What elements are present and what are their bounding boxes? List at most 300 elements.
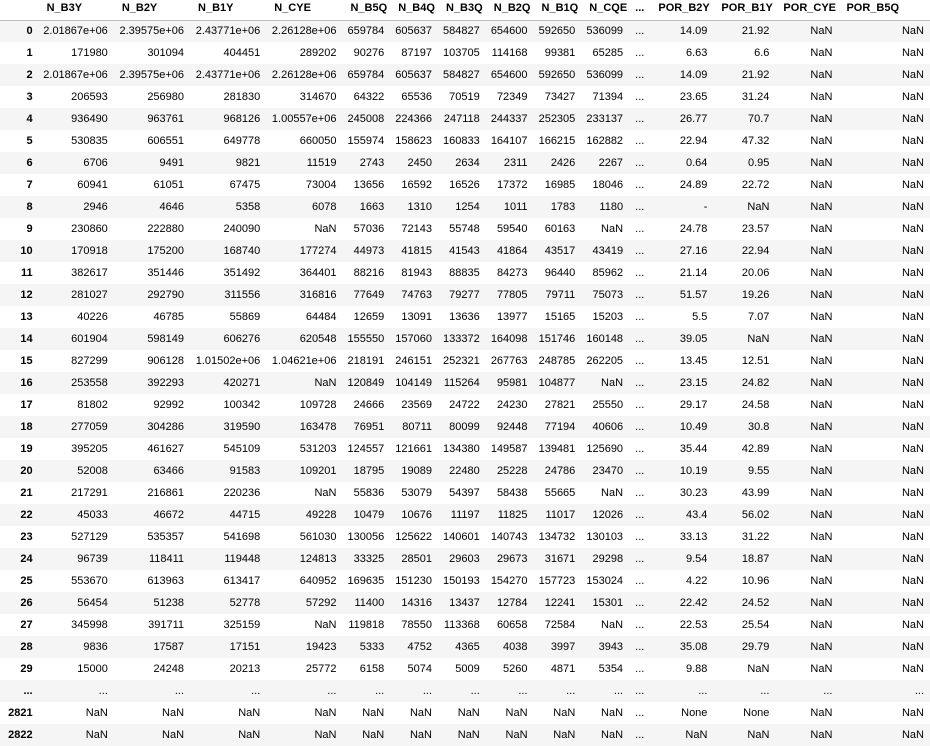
- row-index: 18: [20, 421, 33, 433]
- table-cell: 104877: [538, 377, 576, 389]
- table-cell: ...: [635, 333, 645, 345]
- table-cell: 42.89: [741, 443, 770, 455]
- table-cell: 11825: [497, 509, 528, 521]
- table-cell: 5.5: [692, 311, 708, 323]
- table-cell: 133372: [443, 333, 480, 345]
- table-cell: 1254: [455, 201, 480, 213]
- table-cell: ...: [635, 91, 645, 103]
- table-cell: 60658: [496, 619, 528, 631]
- table-cell: 119448: [224, 553, 261, 565]
- table-row: [0, 130, 930, 152]
- table-cell: NaN: [810, 729, 833, 741]
- table-row: [0, 636, 930, 658]
- table-cell: 351492: [223, 267, 261, 279]
- table-row: [0, 614, 930, 636]
- table-cell: NaN: [810, 333, 833, 345]
- row-index: 10: [20, 245, 33, 257]
- column-header: POR_B1Y: [713, 0, 775, 20]
- table-cell: 660050: [299, 135, 337, 147]
- table-cell: ...: [635, 311, 645, 323]
- table-cell: 158623: [395, 135, 432, 147]
- table-cell: 5074: [407, 663, 432, 675]
- table-cell: 1310: [407, 201, 432, 213]
- row-index: 1: [26, 47, 33, 59]
- table-cell: ...: [174, 685, 185, 697]
- table-header: [0, 0, 930, 20]
- table-cell: 13437: [449, 597, 480, 609]
- table-cell: 277059: [71, 421, 108, 433]
- table-cell: 20.06: [741, 267, 770, 279]
- table-cell: 154270: [490, 575, 528, 587]
- table-cell: NaN: [810, 179, 833, 191]
- table-cell: NaN: [810, 113, 833, 125]
- table-cell: 15203: [592, 311, 624, 323]
- table-cell: NaN: [901, 47, 924, 59]
- table-cell: 9836: [83, 641, 108, 653]
- table-cell: NaN: [810, 377, 833, 389]
- table-cell: 248785: [538, 355, 576, 367]
- table-cell: 561030: [299, 531, 337, 543]
- table-cell: NaN: [901, 223, 924, 235]
- table-cell: 175200: [147, 245, 185, 257]
- table-cell: 140743: [490, 531, 528, 543]
- table-cell: 230860: [71, 223, 108, 235]
- table-cell: 41864: [496, 245, 528, 257]
- table-cell: ...: [635, 465, 645, 477]
- table-cell: 289202: [299, 47, 337, 59]
- table-cell: NaN: [162, 729, 185, 741]
- table-cell: 40226: [77, 311, 108, 323]
- table-cell: 78550: [401, 619, 432, 631]
- table-cell: 24786: [544, 465, 576, 477]
- table-cell: NaN: [901, 421, 924, 433]
- table-cell: 74763: [401, 289, 432, 301]
- row-index: 11: [20, 267, 33, 279]
- table-cell: 351446: [147, 267, 185, 279]
- table-cell: 220236: [223, 487, 261, 499]
- table-cell: 41815: [401, 245, 432, 257]
- table-cell: ...: [635, 113, 645, 125]
- table-cell: 43.99: [741, 487, 770, 499]
- table-cell: 18795: [353, 465, 385, 477]
- table-cell: NaN: [238, 707, 261, 719]
- table-cell: 177274: [299, 245, 337, 257]
- table-cell: 114168: [491, 47, 528, 59]
- table-cell: 35.44: [679, 443, 708, 455]
- table-cell: 6078: [311, 201, 337, 213]
- row-index: 24: [20, 553, 33, 565]
- table-cell: 15000: [77, 663, 108, 675]
- table-cell: 649778: [223, 135, 261, 147]
- table-cell: NaN: [810, 597, 833, 609]
- table-cell: NaN: [901, 69, 924, 81]
- table-cell: 55665: [544, 487, 576, 499]
- table-cell: 77194: [544, 421, 576, 433]
- table-cell: NaN: [901, 443, 924, 455]
- table-cell: ...: [327, 685, 337, 697]
- table-cell: 96739: [77, 553, 108, 565]
- table-cell: 14.09: [679, 25, 708, 38]
- table-cell: NaN: [810, 553, 833, 565]
- table-cell: NaN: [457, 707, 480, 719]
- table-cell: 25.54: [741, 619, 770, 631]
- table-cell: NaN: [901, 25, 924, 38]
- table-cell: 46672: [153, 509, 185, 521]
- table-cell: 56454: [77, 597, 108, 609]
- table-cell: 9.54: [686, 553, 708, 565]
- table-cell: 262205: [586, 355, 624, 367]
- table-cell: 88835: [449, 267, 480, 279]
- table-cell: NaN: [901, 113, 924, 125]
- table-cell: 461627: [147, 443, 185, 455]
- table-cell: 160148: [586, 333, 624, 345]
- table-cell: 21.92: [741, 69, 770, 81]
- table-cell: 163478: [299, 421, 337, 433]
- table-cell: 16985: [544, 179, 576, 191]
- table-cell: NaN: [810, 201, 833, 213]
- table-cell: NaN: [901, 531, 924, 543]
- table-cell: ...: [98, 685, 108, 697]
- row-index: 20: [20, 465, 33, 477]
- table-cell: 246151: [395, 355, 432, 367]
- table-cell: 56.02: [741, 509, 770, 521]
- table-cell: 130056: [347, 531, 385, 543]
- table-cell: 43419: [592, 245, 624, 257]
- table-cell: 535357: [147, 531, 185, 543]
- table-cell: 659784: [347, 69, 385, 81]
- table-cell: 24722: [449, 399, 480, 411]
- table-cell: NaN: [810, 575, 833, 587]
- row-index: 9: [26, 223, 33, 235]
- table-cell: 150193: [443, 575, 480, 587]
- row-index: 17: [20, 399, 33, 411]
- table-cell: 536099: [586, 25, 624, 38]
- table-cell: 104149: [395, 377, 432, 389]
- table-cell: ...: [613, 685, 624, 697]
- row-index: 2: [26, 69, 33, 81]
- table-cell: 77805: [496, 289, 528, 301]
- table-cell: 605637: [395, 25, 432, 38]
- table-cell: NaN: [314, 487, 337, 499]
- table-cell: NaN: [901, 619, 924, 631]
- table-cell: 130103: [586, 531, 624, 543]
- table-cell: NaN: [810, 421, 833, 433]
- table-cell: 57292: [305, 597, 337, 609]
- table-cell: NaN: [810, 47, 833, 59]
- table-cell: NaN: [314, 729, 337, 741]
- table-cell: 13977: [496, 311, 528, 323]
- table-cell: NaN: [810, 223, 833, 235]
- table-cell: NaN: [457, 729, 480, 741]
- table-cell: 113368: [443, 619, 480, 631]
- column-header: N_B2Q: [486, 0, 534, 20]
- table-cell: 96440: [544, 267, 576, 279]
- table-cell: 12784: [496, 597, 528, 609]
- table-cell: ...: [422, 685, 432, 697]
- table-cell: 9.55: [748, 465, 770, 477]
- table-cell: 640952: [299, 575, 337, 587]
- table-cell: 140601: [443, 531, 480, 543]
- table-cell: 245008: [347, 113, 385, 125]
- table-cell: 325159: [223, 619, 261, 631]
- table-cell: NaN: [901, 487, 924, 499]
- table-cell: 222880: [147, 223, 185, 235]
- table-cell: 21.14: [679, 267, 708, 279]
- table-cell: 29298: [592, 553, 624, 565]
- table-cell: 1.04621e+06: [271, 355, 337, 367]
- table-cell: 18.87: [741, 553, 770, 565]
- row-index: 4: [26, 113, 33, 125]
- table-cell: 60163: [544, 223, 576, 235]
- table-cell: 79711: [545, 289, 576, 301]
- table-cell: 292790: [147, 289, 185, 301]
- table-cell: 22.53: [679, 619, 708, 631]
- table-cell: 4365: [455, 641, 480, 653]
- table-cell: 77649: [353, 289, 385, 301]
- table-cell: 155550: [347, 333, 385, 345]
- table-cell: 9821: [235, 157, 261, 169]
- table-cell: ...: [518, 685, 528, 697]
- table-cell: 125690: [586, 443, 624, 455]
- row-index: 3: [26, 91, 33, 103]
- table-cell: 1.01502e+06: [195, 355, 261, 367]
- table-cell: NaN: [810, 91, 833, 103]
- row-index: 12: [20, 289, 33, 301]
- table-cell: 404451: [223, 47, 261, 59]
- table-cell: NaN: [901, 135, 924, 147]
- table-cell: 364401: [299, 267, 337, 279]
- table-cell: 157060: [395, 333, 432, 345]
- table-cell: 151230: [395, 575, 432, 587]
- table-cell: ...: [470, 685, 480, 697]
- table-cell: 24.52: [741, 597, 770, 609]
- table-cell: NaN: [505, 729, 528, 741]
- table-cell: NaN: [409, 707, 432, 719]
- table-cell: 39.05: [679, 333, 708, 345]
- table-row: [0, 20, 930, 42]
- table-cell: 531203: [299, 443, 337, 455]
- table-cell: 15165: [544, 311, 576, 323]
- table-cell: 13656: [353, 179, 385, 191]
- table-cell: 29673: [496, 553, 528, 565]
- table-cell: NaN: [810, 663, 833, 675]
- table-cell: 24666: [353, 399, 385, 411]
- table-cell: 2450: [407, 157, 432, 169]
- table-cell: NaN: [901, 641, 924, 653]
- table-cell: 240090: [223, 223, 261, 235]
- table-cell: ...: [635, 509, 645, 521]
- table-cell: 92448: [496, 421, 528, 433]
- table-cell: 906128: [147, 355, 185, 367]
- table-cell: 157723: [538, 575, 576, 587]
- row-index: 28: [20, 641, 33, 653]
- row-index: 19: [20, 443, 33, 455]
- table-cell: 151746: [538, 333, 576, 345]
- row-index: 23: [20, 531, 33, 543]
- table-cell: 23569: [401, 399, 432, 411]
- table-cell: 41543: [449, 245, 480, 257]
- table-cell: 45033: [77, 509, 108, 521]
- table-cell: 2.43771e+06: [195, 25, 261, 38]
- table-cell: ...: [635, 707, 645, 719]
- table-row: [0, 460, 930, 482]
- table-cell: 33325: [353, 553, 385, 565]
- column-header: ...: [629, 0, 650, 20]
- table-cell: NaN: [362, 729, 385, 741]
- table-cell: 395205: [71, 443, 108, 455]
- table-cell: ...: [635, 377, 645, 389]
- table-cell: 316816: [299, 289, 337, 301]
- table-cell: NaN: [601, 377, 624, 389]
- table-cell: 613963: [147, 575, 185, 587]
- table-cell: 0.64: [686, 157, 708, 169]
- column-header: POR_B5Q: [838, 0, 930, 20]
- table-cell: 170918: [71, 245, 108, 257]
- row-index: 2822: [8, 729, 33, 741]
- table-cell: 4752: [407, 641, 432, 653]
- table-cell: 19423: [305, 641, 337, 653]
- table-cell: 149587: [490, 443, 528, 455]
- table-cell: 6706: [83, 157, 108, 169]
- table-cell: 1180: [599, 201, 624, 213]
- table-cell: 120849: [347, 377, 385, 389]
- table-cell: 233137: [586, 113, 624, 125]
- table-cell: 44973: [353, 245, 385, 257]
- table-cell: 17151: [229, 641, 261, 653]
- table-cell: NaN: [601, 223, 624, 235]
- table-row: [0, 570, 930, 592]
- table-cell: ...: [635, 685, 645, 697]
- table-cell: 12659: [353, 311, 385, 323]
- table-cell: 61051: [153, 179, 185, 191]
- table-cell: NaN: [810, 531, 833, 543]
- table-cell: 31.22: [741, 531, 770, 543]
- table-cell: NaN: [810, 355, 833, 367]
- table-cell: 46785: [153, 311, 185, 323]
- table-cell: NaN: [810, 267, 833, 279]
- table-cell: ...: [635, 729, 645, 741]
- table-cell: 217291: [71, 487, 108, 499]
- table-cell: 9491: [159, 157, 185, 169]
- table-cell: 40606: [592, 421, 624, 433]
- table-cell: 65285: [592, 47, 624, 59]
- row-index: 5: [26, 135, 33, 147]
- table-cell: 169635: [347, 575, 385, 587]
- table-cell: ...: [635, 47, 645, 59]
- table-cell: 11400: [354, 597, 385, 609]
- table-cell: 70519: [449, 91, 480, 103]
- table-cell: 5333: [359, 641, 385, 653]
- table-cell: 541698: [223, 531, 261, 543]
- column-header: N_B3Y: [39, 0, 114, 20]
- table-row: [0, 196, 930, 218]
- table-cell: ...: [635, 135, 645, 147]
- table-row: [0, 174, 930, 196]
- table-cell: 218191: [347, 355, 385, 367]
- table-cell: ...: [635, 289, 645, 301]
- table-cell: NaN: [553, 729, 576, 741]
- table-cell: 160833: [443, 135, 480, 147]
- table-cell: 22480: [449, 465, 480, 477]
- row-index: 14: [20, 333, 33, 345]
- table-cell: 71394: [592, 91, 624, 103]
- table-cell: NaN: [810, 135, 833, 147]
- table-cell: 2311: [503, 157, 528, 169]
- table-cell: 319590: [223, 421, 261, 433]
- table-cell: 121661: [395, 443, 432, 455]
- table-cell: 5358: [235, 201, 261, 213]
- table-cell: 6.63: [686, 47, 708, 59]
- table-cell: 153024: [586, 575, 624, 587]
- table-cell: NaN: [314, 619, 337, 631]
- table-cell: NaN: [314, 707, 337, 719]
- table-cell: 2946: [83, 201, 108, 213]
- table-cell: NaN: [901, 179, 924, 191]
- table-row: [0, 262, 930, 284]
- table-cell: 168740: [223, 245, 261, 257]
- table-cell: 252321: [443, 355, 480, 367]
- table-cell: 11519: [306, 157, 337, 169]
- table-cell: 10.49: [679, 421, 708, 433]
- table-cell: 30.8: [748, 421, 770, 433]
- table-cell: 14316: [401, 597, 432, 609]
- row-index: 27: [20, 619, 33, 631]
- table-row: [0, 394, 930, 416]
- table-cell: 4871: [550, 663, 576, 675]
- table-cell: 51238: [153, 597, 185, 609]
- table-cell: 27.16: [679, 245, 708, 257]
- table-cell: 530835: [71, 135, 108, 147]
- table-cell: 247118: [443, 113, 480, 125]
- column-header: N_CYE: [266, 0, 342, 20]
- table-cell: NaN: [810, 289, 833, 301]
- table-cell: 18046: [592, 179, 624, 191]
- table-cell: 598149: [147, 333, 185, 345]
- table-cell: 311556: [224, 289, 261, 301]
- table-cell: 19.26: [741, 289, 770, 301]
- table-cell: 23.15: [679, 377, 708, 389]
- table-cell: 17587: [153, 641, 185, 653]
- table-cell: NaN: [601, 487, 624, 499]
- table-cell: 545109: [223, 443, 261, 455]
- table-cell: 963761: [147, 113, 185, 125]
- table-row: [0, 42, 930, 64]
- table-cell: NaN: [747, 663, 770, 675]
- table-cell: 70.7: [748, 113, 770, 125]
- index-header: [0, 0, 39, 20]
- table-cell: 31671: [544, 553, 576, 565]
- table-cell: ...: [375, 685, 385, 697]
- table-cell: NaN: [747, 333, 770, 345]
- table-cell: ...: [635, 179, 645, 191]
- table-cell: 25772: [305, 663, 337, 675]
- table-cell: 95981: [496, 377, 528, 389]
- table-cell: 22.94: [679, 135, 708, 147]
- table-cell: ...: [914, 685, 924, 697]
- table-cell: 80711: [402, 421, 432, 433]
- table-cell: 345998: [71, 619, 108, 631]
- table-cell: ...: [635, 531, 645, 543]
- table-cell: ...: [823, 685, 833, 697]
- table-cell: 79277: [449, 289, 480, 301]
- table-cell: 314670: [299, 91, 337, 103]
- table-cell: 164107: [490, 135, 528, 147]
- row-index: 13: [20, 311, 33, 323]
- table-row: [0, 372, 930, 394]
- table-cell: NaN: [901, 597, 924, 609]
- table-row: [0, 504, 930, 526]
- table-cell: 47.32: [741, 135, 770, 147]
